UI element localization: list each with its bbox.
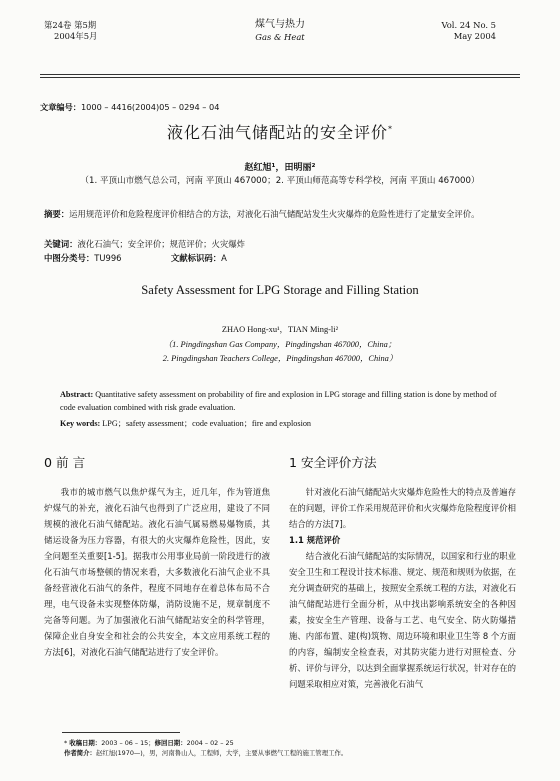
keywords-en-text: LPG；safety assessment；code evaluation；fire and explosion xyxy=(100,419,312,428)
received-label: 收稿日期： xyxy=(69,739,102,747)
section-0-heading: 0 前 言 xyxy=(44,455,86,470)
doc-code-label: 文献标识码： xyxy=(170,253,222,263)
subsection-1-1-heading: 1.1 规范评价 xyxy=(289,535,341,545)
section-0-body xyxy=(44,484,270,660)
section-1-heading: 1 安全评价方法 xyxy=(289,455,377,470)
keywords-cn-label: 关键词： xyxy=(44,239,78,249)
footnote-dates xyxy=(64,738,520,748)
revised-date: 2004 – 02 – 25 xyxy=(186,739,234,747)
abstract-cn-label: 摘要： xyxy=(44,209,70,219)
journal-name-cn: 煤气与热力 xyxy=(255,19,305,30)
article-number-label: 文章编号： xyxy=(40,102,81,112)
footnote-author xyxy=(64,748,520,758)
footnote-rule xyxy=(62,732,180,733)
abstract-cn-text: 运用规范评价和危险程度评价相结合的方法，对液化石油气储配站发生火灾爆炸的危险性进行了定量安全评价。 xyxy=(69,209,480,219)
subsection-1-1-paragraph: 结合液化石油气储配站的实际情况，以国家和行业的职业安全卫生和工程设计技术标准、规定、规范和规则为依据，在充分调查研究的基础上，按照安全系统工程的方法，对液化石油气储配站进行全面分析，从中找出影响系统安全的各种因素，按安全生产管理、设备与工艺、电气安全、防火防爆措施、内部布置、建(构)筑物、周边环境和职业卫生等 8 个方面的内容，编制安全检查表，对其防灾能力进行对照检查、分析、评价与评分，以达到全面掌握系统运行状况，针对存在的问题采取相应对策，完善液化石油气 xyxy=(289,551,516,689)
journal-issue-en xyxy=(441,20,496,42)
author-bio-text: 赵红旭(1970—)，男，河南鲁山人，工程师，大学，主要从事燃气工程的施工管理工作。 xyxy=(95,749,348,757)
header-rule-bottom xyxy=(40,77,520,78)
title-footnote-mark: * xyxy=(388,124,393,134)
authors-en: ZHAO Hong-xu¹，TIAN Ming-li² xyxy=(221,325,339,334)
affiliations-cn: （1. 平顶山市燃气总公司，河南 平顶山 467000；2. 平顶山师范高等专科学校，河南 平顶山 467000） xyxy=(80,176,480,186)
classification-label: 中图分类号： xyxy=(44,253,95,263)
date-en: May 2004 xyxy=(453,31,496,41)
affiliation-en-2: 2. Pingdingshan Teachers College，Pingdingshan 467000，China） xyxy=(162,354,398,363)
section-1-intro: 针对液化石油气储配站火灾爆炸危险性大的特点及普遍存在的问题，评价工作采用规范评价和火灾爆炸危险程度评价相结合的方法[7]。 xyxy=(289,487,516,529)
volume-cn: 第24卷 第5期 xyxy=(44,20,97,30)
footnote-mark: * xyxy=(64,739,68,747)
title-cn-text: 液化石油气储配站的安全评价 xyxy=(166,123,388,142)
keywords-cn-text: 液化石油气；安全评价；规范评价；火灾爆炸 xyxy=(77,239,245,249)
article-number xyxy=(40,102,219,113)
abstract-en-text: Quantitative safety assessment on probability of fire and explosion in LPG storage and filling station is done by method of code evaluation combined with risk grade evaluation. xyxy=(60,390,497,412)
authors-cn: 赵红旭¹，田明丽² xyxy=(244,163,316,173)
keywords-cn xyxy=(44,238,516,251)
author-bio-label: 作者简介： xyxy=(64,749,96,757)
journal-name-en: Gas & Heat xyxy=(255,32,305,42)
title-cn xyxy=(0,120,560,143)
abstract-cn xyxy=(44,208,516,221)
section-1-body xyxy=(289,484,516,692)
abstract-en xyxy=(60,388,504,414)
header-rule-top xyxy=(40,74,520,75)
title-en: Safety Assessment for LPG Storage and Filling Station xyxy=(141,283,419,297)
received-date: 2003 – 06 – 15； xyxy=(101,739,155,747)
affiliation-en-1: （1. Pingdingshan Gas Company，Pingdingshan 467000，China； xyxy=(163,340,397,349)
date-cn: 2004年5月 xyxy=(54,31,98,41)
revised-label: 修回日期： xyxy=(154,739,187,747)
keywords-en-label: Key words: xyxy=(60,419,101,428)
section-0-paragraph: 我市的城市燃气以焦炉煤气为主，近几年，作为管道焦炉煤气的补充，液化石油气也得到了广泛应用，建设了不同规模的液化石油气储配站。液化石油气属易燃易爆物质，其储运设备为压力容器，有很大的火灾爆炸危险性，因此，安全问题至关重要[1-5]。据我市公用事业局前一阶段进行的液化石油气市场整顿的情况来看，大多数液化石油气企业不具备经营液化石油气的条件，程度不同地存在着总体布局不合理，电气设备未实现整体防爆，消防设施不足，规章制度不完备等问题。为了加强液化石油气储配站安全的科学管理，保障企业自身安全和社会的公共安全，本文应用系统工程的方法[6]，对液化石油气储配站进行了安全评价。 xyxy=(44,487,270,657)
classification-cn xyxy=(44,252,516,265)
doc-code-value: A xyxy=(221,253,227,263)
keywords-en xyxy=(60,417,504,430)
volume-en: Vol. 24 No. 5 xyxy=(441,20,496,30)
article-number-value: 1000 – 4416(2004)05 – 0294 – 04 xyxy=(80,102,220,112)
classification-value: TU996 xyxy=(94,253,122,263)
abstract-en-label: Abstract: xyxy=(60,390,94,399)
